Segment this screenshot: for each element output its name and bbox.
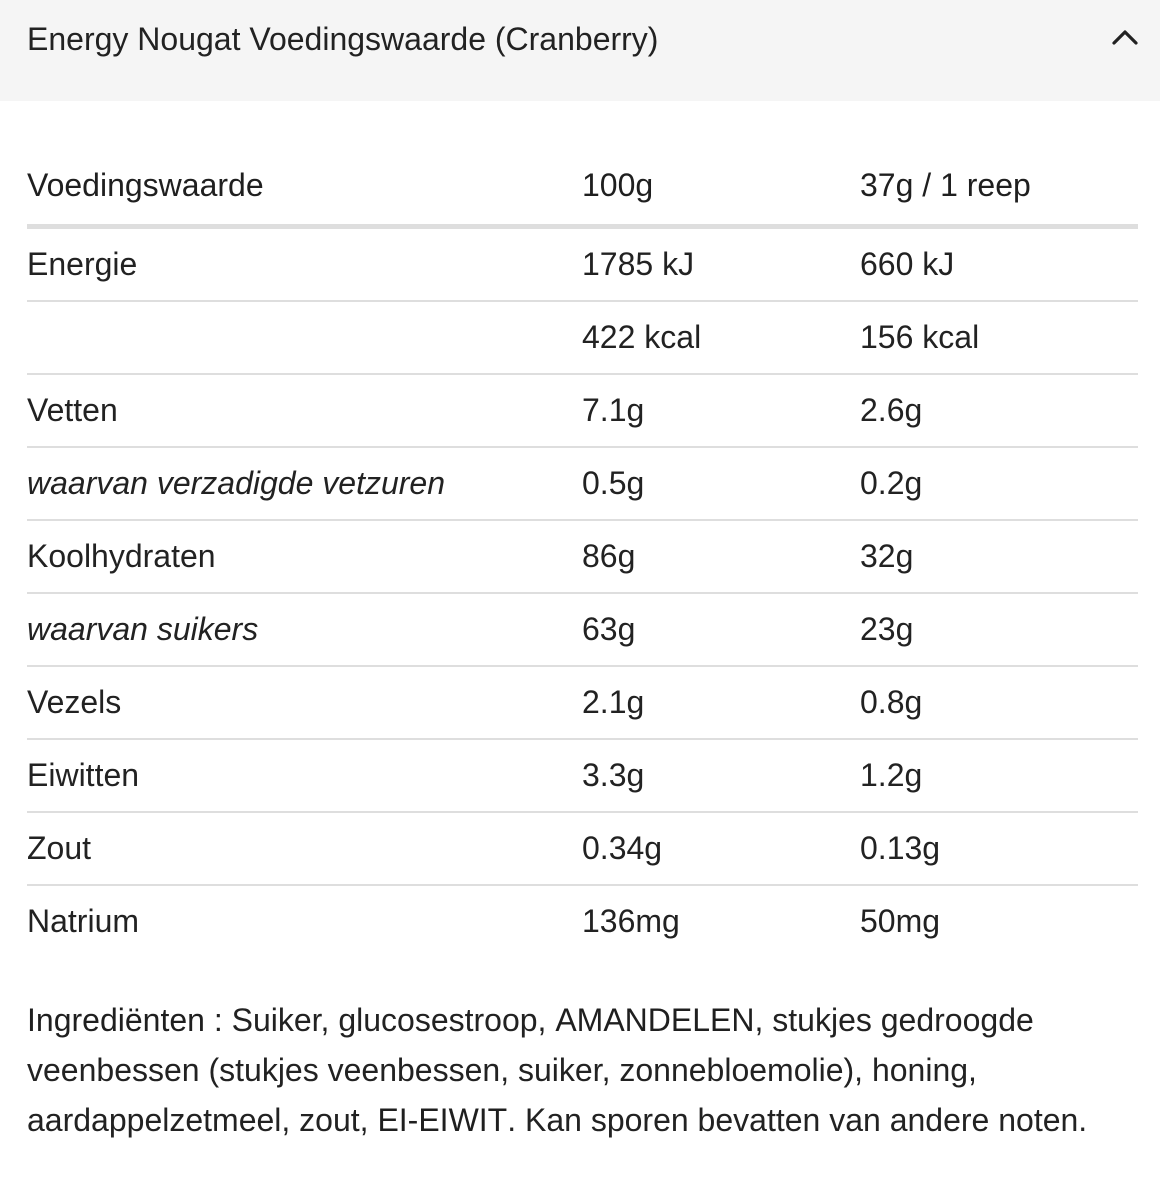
nutrient-name [27, 301, 582, 374]
table-row [27, 374, 1138, 447]
allergen-text: EI-EIWIT [377, 1102, 508, 1138]
value-per-100g: 0.5g [582, 447, 860, 520]
table-row [27, 666, 1138, 739]
table-row [27, 447, 1138, 520]
value-per-serving: 0.13g [860, 812, 1138, 885]
nutrient-name: Koolhydraten [27, 520, 582, 593]
value-per-serving: 0.8g [860, 666, 1138, 739]
accordion-title: Energy Nougat Voedingswaarde (Cranberry) [27, 21, 659, 57]
header-per-serving: 37g / 1 reep [860, 147, 1138, 227]
table-header-row [27, 147, 1138, 227]
value-per-100g: 422 kcal [582, 301, 860, 374]
accordion-header[interactable] [0, 0, 1160, 101]
table-row [27, 301, 1138, 374]
value-per-100g: 0.34g [582, 812, 860, 885]
table-row [27, 739, 1138, 812]
nutrient-name: Vezels [27, 666, 582, 739]
nutrient-name: Zout [27, 812, 582, 885]
value-per-serving: 156 kcal [860, 301, 1138, 374]
value-per-100g: 63g [582, 593, 860, 666]
table-row [27, 812, 1138, 885]
chevron-up-icon[interactable] [1108, 20, 1142, 54]
allergen-text: AMANDELEN [555, 1002, 755, 1038]
ingredients-label: Ingrediënten [27, 1002, 205, 1038]
value-per-100g: 1785 kJ [582, 227, 860, 302]
nutrient-name: waarvan verzadigde vetzuren [27, 447, 582, 520]
header-per-100g: 100g [582, 147, 860, 227]
nutrient-name: Eiwitten [27, 739, 582, 812]
value-per-100g: 7.1g [582, 374, 860, 447]
value-per-serving: 23g [860, 593, 1138, 666]
table-row [27, 520, 1138, 593]
value-per-serving: 32g [860, 520, 1138, 593]
table-row [27, 885, 1138, 957]
value-per-serving: 0.2g [860, 447, 1138, 520]
ingredients-text [27, 995, 1137, 1145]
value-per-serving: 660 kJ [860, 227, 1138, 302]
value-per-100g: 86g [582, 520, 860, 593]
value-per-100g: 2.1g [582, 666, 860, 739]
value-per-100g: 136mg [582, 903, 680, 939]
value-per-serving: 50mg [860, 903, 941, 939]
table-row [27, 593, 1138, 666]
header-nutrient: Voedingswaarde [27, 147, 582, 227]
value-per-100g: 3.3g [582, 739, 860, 812]
value-per-serving: 2.6g [860, 374, 1138, 447]
nutrient-name: waarvan suikers [27, 593, 582, 666]
nutrient-name: Energie [27, 227, 582, 302]
value-per-serving: 1.2g [860, 739, 1138, 812]
table-row [27, 227, 1138, 302]
ingredients-part: . Kan sporen bevatten van andere noten. [507, 1102, 1088, 1138]
nutrition-table [27, 147, 1138, 957]
ingredients-part: : Suiker, glucosestroop, [213, 1002, 556, 1038]
ingredients-part: , stukjes gedroogde veenbessen (stukjes veenbessen, suiker, zonnebloemolie), honing, aardappelzetmeel, zout, [27, 1002, 1034, 1138]
nutrient-name: Natrium [27, 903, 140, 939]
nutrient-name: Vetten [27, 374, 582, 447]
nutrition-table-body [27, 227, 1138, 958]
accordion-content [0, 147, 1160, 1145]
